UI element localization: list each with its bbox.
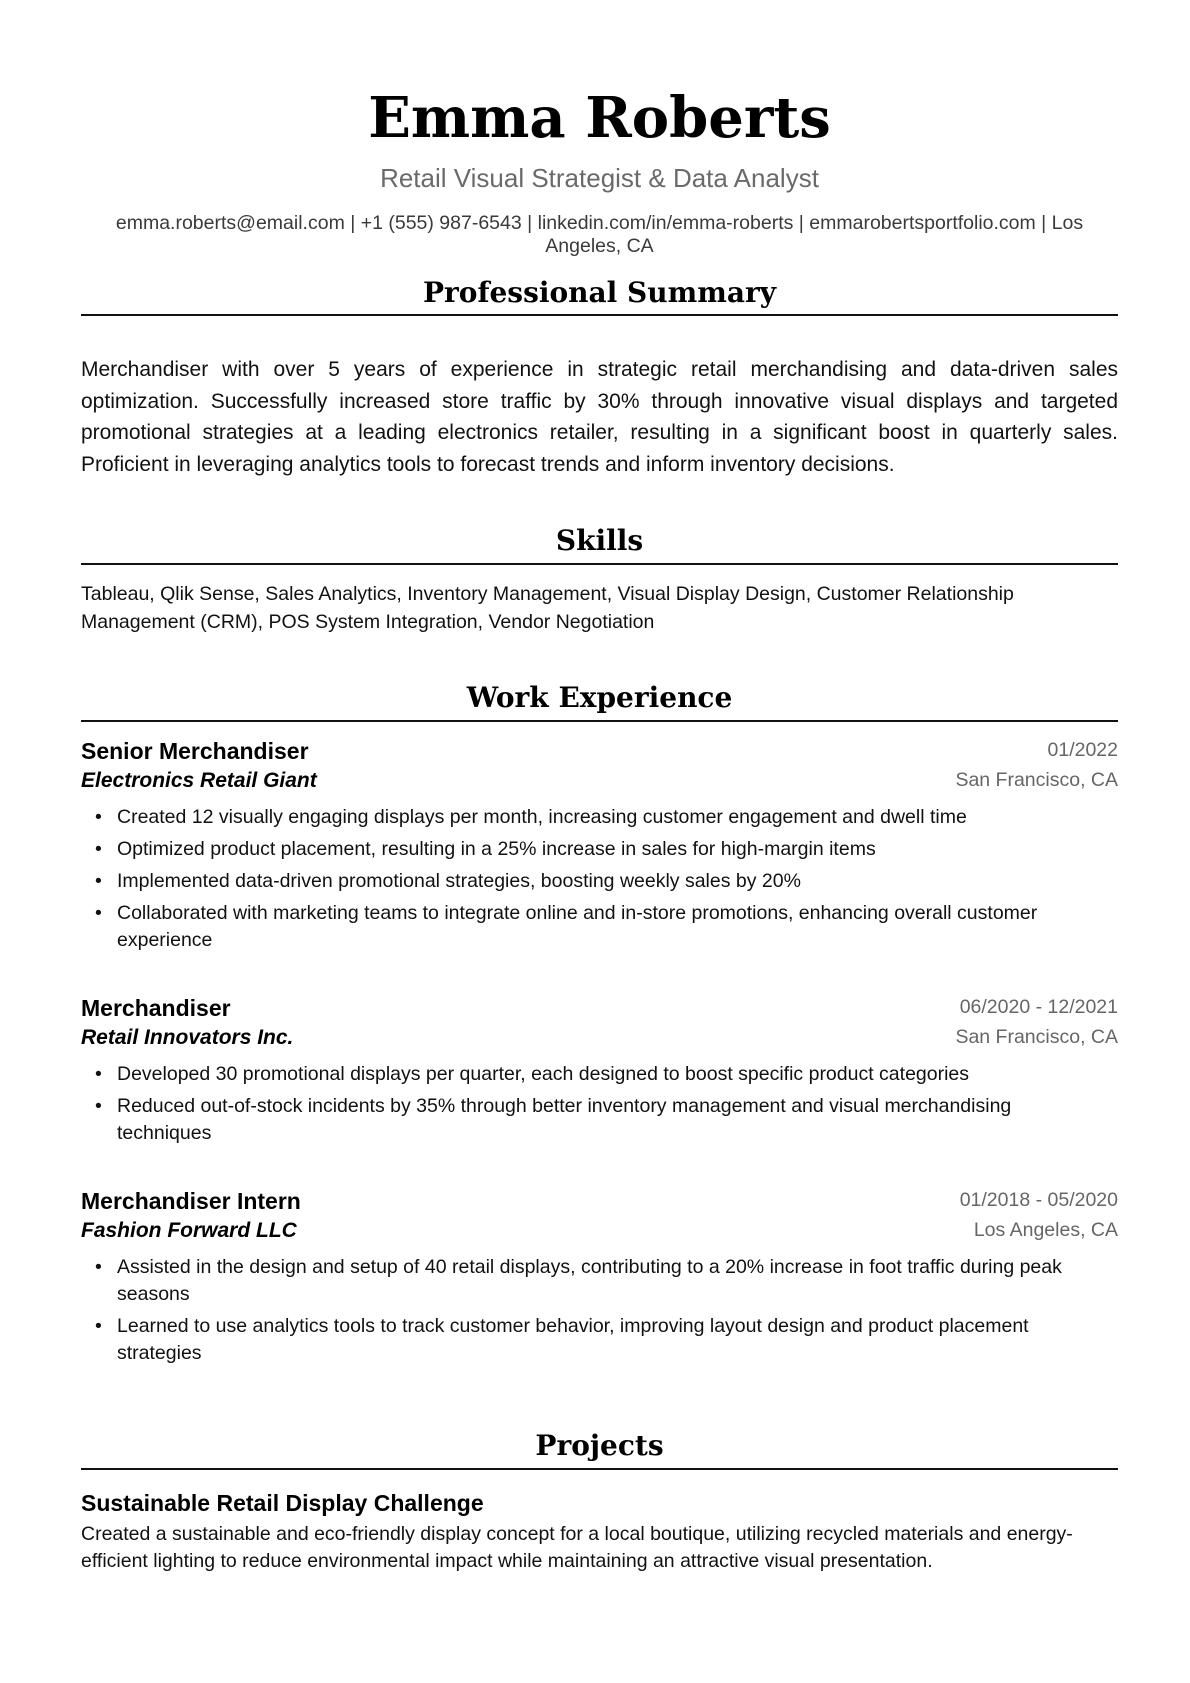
bullet-item bbox=[81, 868, 1118, 895]
job-bullets bbox=[81, 1254, 1118, 1367]
job-date: 01/2022 bbox=[1047, 739, 1118, 761]
job-entry bbox=[81, 736, 1118, 959]
candidate-name: Emma Roberts bbox=[368, 85, 831, 151]
section-title-projects: Projects bbox=[535, 1429, 664, 1462]
job-bullets bbox=[81, 804, 1118, 954]
bullet-text: Created 12 visually engaging displays per month, increasing customer engagement and dwell time bbox=[117, 806, 967, 828]
bullet-item bbox=[81, 900, 1118, 954]
bullet-text: Collaborated with marketing teams to integrate online and in-store promotions, enhancing overall customer experience bbox=[117, 902, 1038, 951]
bullet-item bbox=[81, 1313, 1118, 1367]
job-location: San Francisco, CA bbox=[955, 1026, 1118, 1048]
bullet-icon: • bbox=[95, 1256, 102, 1278]
bullet-text: Implemented data-driven promotional strategies, boosting weekly sales by 20% bbox=[117, 870, 801, 892]
project-title: Sustainable Retail Display Challenge bbox=[81, 1490, 484, 1516]
job-title: Merchandiser bbox=[81, 995, 231, 1021]
job-entry bbox=[81, 993, 1118, 1152]
job-location: San Francisco, CA bbox=[955, 769, 1118, 791]
bullet-item bbox=[81, 804, 1118, 831]
bullet-icon: • bbox=[95, 806, 102, 828]
bullet-text: Reduced out-of-stock incidents by 35% through better inventory management and visual merchandising techniques bbox=[117, 1095, 1012, 1144]
job-title: Merchandiser Intern bbox=[81, 1188, 301, 1214]
contact-line: emma.roberts@email.com | +1 (555) 987-6543 | linkedin.com/in/emma-roberts | emmarobertsportfolio.com | Los Angeles, CA bbox=[115, 212, 1084, 257]
section-divider bbox=[81, 314, 1118, 316]
job-company: Fashion Forward LLC bbox=[81, 1219, 297, 1242]
project-description: Created a sustainable and eco-friendly display concept for a local boutique, utilizing recycled materials and energy-efficient lighting to reduce environmental impact while maintaining an attractive visual presentation. bbox=[81, 1523, 1073, 1572]
job-entry bbox=[81, 1186, 1118, 1372]
section-title-experience: Work Experience bbox=[466, 681, 733, 714]
section-title-skills: Skills bbox=[555, 524, 644, 557]
candidate-headline: Retail Visual Strategist & Data Analyst bbox=[380, 163, 819, 193]
job-company: Retail Innovators Inc. bbox=[81, 1026, 294, 1049]
bullet-icon: • bbox=[95, 838, 102, 860]
bullet-text: Assisted in the design and setup of 40 retail displays, contributing to a 20% increase in foot traffic during peak seasons bbox=[117, 1256, 1062, 1305]
job-date: 01/2018 - 05/2020 bbox=[959, 1189, 1118, 1211]
section-divider bbox=[81, 563, 1118, 565]
bullet-text: Optimized product placement, resulting in a 25% increase in sales for high-margin items bbox=[117, 838, 876, 860]
section-divider bbox=[81, 1468, 1118, 1470]
job-company: Electronics Retail Giant bbox=[81, 769, 317, 792]
bullet-icon: • bbox=[95, 1095, 102, 1117]
bullet-icon: • bbox=[95, 902, 102, 924]
bullet-icon: • bbox=[95, 870, 102, 892]
job-bullets bbox=[81, 1061, 1118, 1147]
bullet-text: Learned to use analytics tools to track customer behavior, improving layout design and product placement strategies bbox=[117, 1315, 1029, 1364]
bullet-item bbox=[81, 1093, 1118, 1147]
bullet-item bbox=[81, 836, 1118, 863]
section-title-summary: Professional Summary bbox=[422, 276, 777, 309]
job-title: Senior Merchandiser bbox=[81, 738, 309, 764]
job-date: 06/2020 - 12/2021 bbox=[959, 996, 1118, 1018]
bullet-icon: • bbox=[95, 1315, 102, 1337]
job-location: Los Angeles, CA bbox=[973, 1219, 1118, 1241]
bullet-item bbox=[81, 1254, 1118, 1308]
section-divider bbox=[81, 720, 1118, 722]
summary-text: Merchandiser with over 5 years of experience in strategic retail merchandising and data-driven sales optimization. Successfully increased store traffic by 30% through innovative visual displays and targeted promotional strategies at a leading electronics retailer, resulting in a significant boost in quarterly sales. Proficient in leveraging analytics tools to forecast trends and inform inventory decisions. bbox=[81, 358, 1118, 476]
skills-text: Tableau, Qlik Sense, Sales Analytics, Inventory Management, Visual Display Design, Customer Relationship Management (CRM), POS System Integration, Vendor Negotiation bbox=[81, 583, 1014, 633]
bullet-item bbox=[81, 1061, 1118, 1088]
bullet-text: Developed 30 promotional displays per quarter, each designed to boost specific product categories bbox=[117, 1063, 970, 1085]
bullet-icon: • bbox=[95, 1063, 102, 1085]
